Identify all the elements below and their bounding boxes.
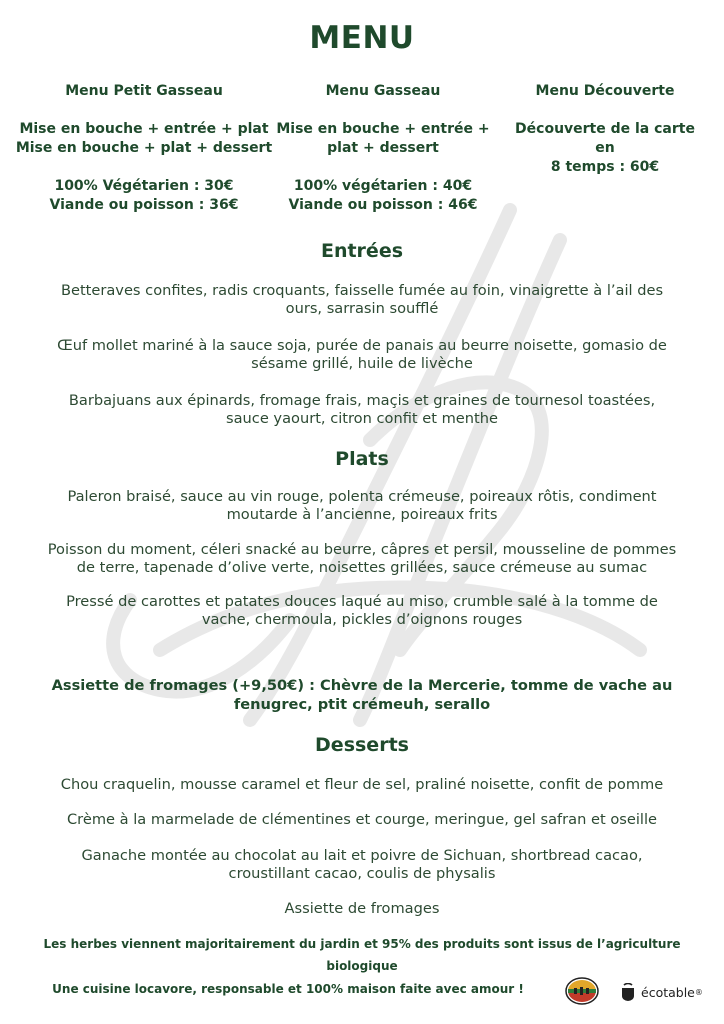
dish-item — [24, 282, 700, 318]
dish-line: de terre, tapenade d’olive verte, noisettes grillées, sauce crémeuse au sumac — [76, 559, 648, 576]
dish-line: Assiette de fromages — [284, 900, 440, 917]
note-line: biologique — [326, 959, 398, 973]
formula-name: Menu Petit Gasseau — [65, 83, 223, 99]
formula-line: Mise en bouche + entrée + plat — [19, 121, 269, 137]
dish-line: Chou craquelin, mousse caramel et fleur de sel, praliné noisette, confit de pomme — [60, 776, 664, 793]
cheese-line: Assiette de fromages (+9,50€) : Chèvre de la Mercerie, tomme de vache au — [51, 677, 673, 694]
section-title-plats: Plats — [335, 448, 389, 470]
dish-item — [24, 392, 700, 428]
formula-name: Menu Gasseau — [325, 83, 441, 99]
formula-name: Menu Découverte — [535, 83, 675, 99]
formula-line: 8 temps : 60€ — [550, 159, 660, 175]
formula-line: Mise en bouche + plat + dessert — [15, 140, 273, 156]
sourcing-note — [20, 933, 704, 977]
formula-price: 100% végétarien : 40€ — [293, 178, 473, 194]
formula-decouverte — [500, 82, 710, 177]
section-title-desserts: Desserts — [315, 734, 409, 756]
dish-line: Crème à la marmelade de clémentines et courge, meringue, gel safran et oseille — [66, 811, 658, 828]
dish-line: vache, chermoula, pickles d’oignons rouges — [201, 611, 523, 628]
formula-line: plat + dessert — [327, 140, 439, 156]
dish-item — [24, 811, 700, 829]
tagline: Une cuisine locavore, responsable et 100% maison faite avec amour ! — [52, 982, 524, 996]
dish-line: sésame grillé, huile de livèche — [251, 355, 473, 372]
ecotable-label: écotable — [641, 984, 695, 1000]
section-title-entrees: Entrées — [320, 240, 404, 262]
formula-gasseau — [272, 82, 494, 215]
ecotable-logo — [620, 981, 703, 1003]
dish-item — [24, 488, 700, 524]
dish-line: ours, sarrasin soufflé — [285, 300, 439, 317]
dish-item — [24, 847, 700, 883]
dish-item — [24, 593, 700, 629]
dish-line: Œuf mollet mariné à la sauce soja, purée de panais au beurre noisette, gomasio de — [57, 337, 667, 354]
ecotable-icon — [620, 983, 636, 1001]
dish-line: Poisson du moment, céleri snacké au beurre, câpres et persil, mousseline de pommes — [47, 541, 677, 558]
cheese-plate-offer — [40, 676, 684, 714]
formula-price: 100% Végétarien : 30€ — [54, 178, 234, 194]
dish-line: Barbajuans aux épinards, fromage frais, maçis et graines de tournesol toastées, — [68, 392, 656, 409]
note-line: Les herbes viennent majoritairement du jardin et 95% des produits sont issus de l’agriculture — [43, 937, 681, 951]
registered-mark: ® — [694, 987, 703, 997]
eco-label-logo — [564, 976, 600, 1006]
formula-line: Découverte de la carte — [515, 121, 695, 137]
dish-item — [24, 337, 700, 373]
dish-item — [24, 776, 700, 794]
dish-line: Betteraves confites, radis croquants, faisselle fumée au foin, vinaigrette à l’ail des — [60, 282, 664, 299]
formula-price: Viande ou poisson : 46€ — [288, 197, 478, 213]
formula-row — [0, 82, 724, 222]
dish-line: moutarde à l’ancienne, poireaux frits — [226, 506, 498, 523]
menu-title: MENU — [309, 20, 415, 56]
dish-line: Ganache montée au chocolat au lait et poivre de Sichuan, shortbread cacao, — [81, 847, 643, 864]
formula-line: en — [595, 140, 615, 156]
dish-line: sauce yaourt, citron confit et menthe — [226, 410, 498, 427]
dish-line: croustillant cacao, coulis de physalis — [228, 865, 496, 882]
dish-item — [24, 900, 700, 918]
cheese-line: fenugrec, ptit crémeuh, serallo — [233, 696, 491, 713]
dish-line: Paleron braisé, sauce au vin rouge, polenta crémeuse, poireaux rôtis, condiment — [67, 488, 657, 505]
formula-price: Viande ou poisson : 36€ — [49, 197, 239, 213]
dish-item — [24, 541, 700, 577]
dish-line: Pressé de carottes et patates douces laqué au miso, crumble salé à la tomme de — [66, 593, 658, 610]
formula-petit-gasseau — [14, 82, 274, 215]
formula-line: Mise en bouche + entrée + — [276, 121, 490, 137]
